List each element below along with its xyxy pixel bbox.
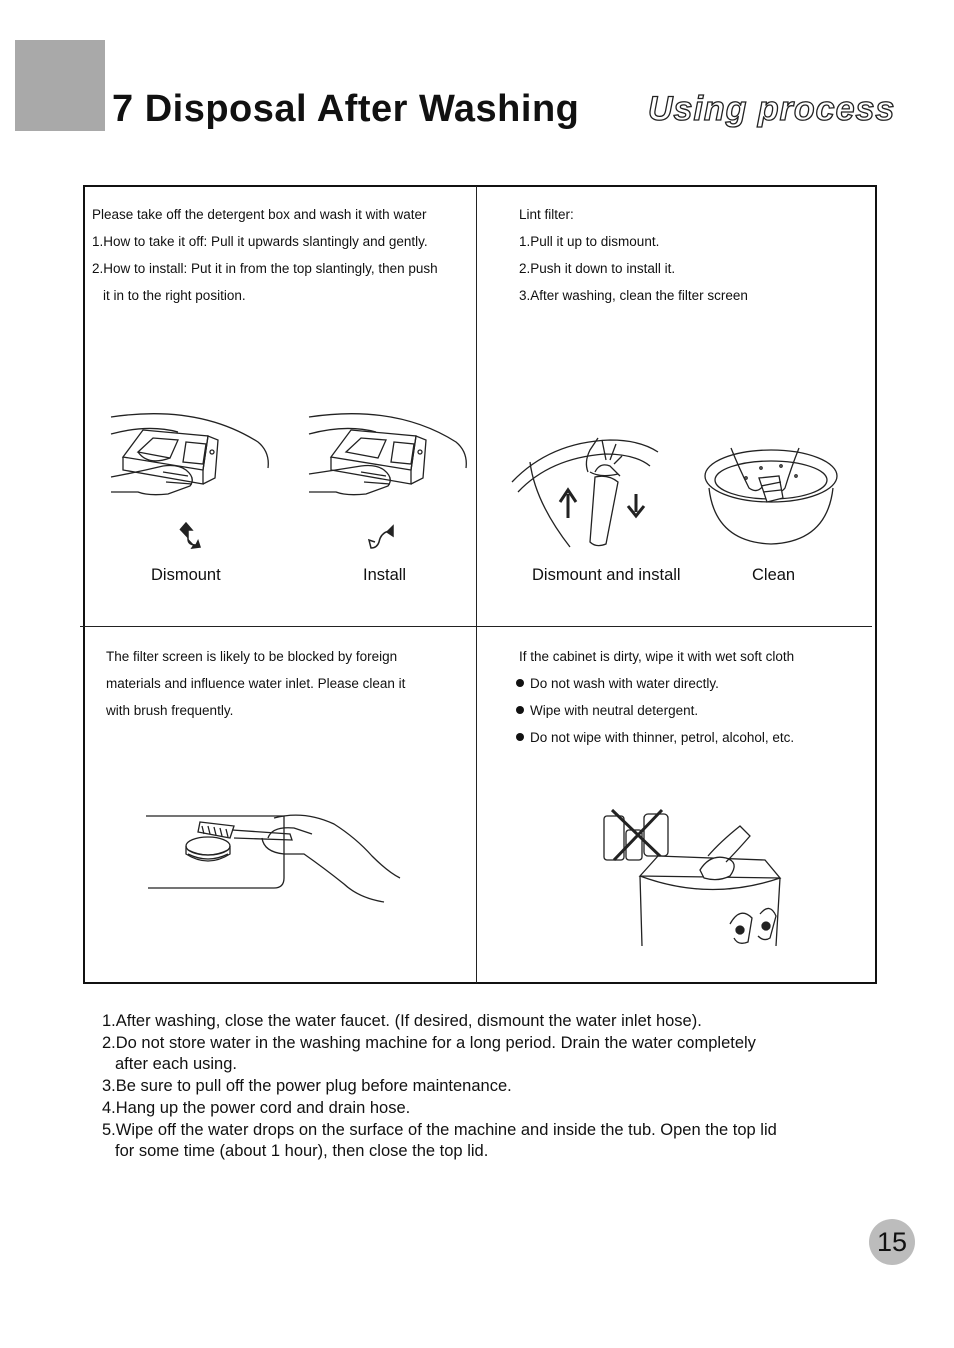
- detergent-line: Please take off the detergent box and wash it with water: [92, 207, 427, 222]
- detergent-panel-text: [92, 201, 438, 309]
- caption-dismount: Dismount: [151, 566, 221, 584]
- cabinet-panel-text: [519, 643, 794, 751]
- note-item: after each using.: [115, 1055, 237, 1074]
- detergent-line: 2.How to install: Put it in from the top slantingly, then push: [92, 261, 438, 276]
- page-title: 7 Disposal After Washing: [112, 88, 580, 130]
- filter-screen-line: materials and influence water inlet. Please clean it: [106, 676, 406, 691]
- install-arrow-icon: [367, 522, 395, 550]
- cabinet-intro: If the cabinet is dirty, wipe it with wet soft cloth: [519, 649, 795, 664]
- filter-screen-line: The filter screen is likely to be blocked by foreign: [106, 649, 398, 664]
- detergent-dismount-illustration: [108, 412, 273, 512]
- lint-filter-panel-text: [519, 201, 748, 309]
- lint-filter-line: Lint filter:: [519, 207, 574, 222]
- lint-filter-line: 2.Push it down to install it.: [519, 261, 676, 276]
- caption-install: Install: [363, 566, 407, 584]
- frame-vertical-divider: [476, 186, 477, 983]
- lint-filter-line: 1.Pull it up to dismount.: [519, 234, 660, 249]
- notes-list: [102, 1011, 777, 1163]
- lint-filter-clean-illustration: [701, 438, 841, 548]
- cabinet-bullet: Do not wipe with thinner, petrol, alcohol, etc.: [516, 724, 794, 751]
- note-item: for some time (about 1 hour), then close the top lid.: [115, 1142, 489, 1161]
- frame-horizontal-divider: [80, 626, 872, 627]
- filter-screen-brush-illustration: [144, 808, 404, 904]
- note-item: 4.Hang up the power cord and drain hose.: [102, 1098, 411, 1117]
- dismount-arrow-icon: [176, 521, 202, 549]
- page-number: 15: [869, 1219, 915, 1265]
- note-item: 1.After washing, close the water faucet. (If desired, dismount the water inlet hose).: [102, 1012, 702, 1030]
- header-gray-block: [15, 40, 105, 131]
- lint-filter-dismount-illustration: [510, 432, 660, 552]
- filter-screen-panel-text: [106, 643, 405, 724]
- detergent-line: 1.How to take it off: Pull it upwards slantingly and gently.: [92, 234, 428, 249]
- note-item: 3.Be sure to pull off the power plug before maintenance.: [102, 1077, 512, 1096]
- cabinet-bullet: Do not wash with water directly.: [516, 670, 794, 697]
- section-subtitle: Using process: [648, 90, 896, 128]
- caption-dismount-and-install: Dismount and install: [532, 566, 681, 584]
- note-item: 5.Wipe off the water drops on the surface of the machine and inside the tub. Open the top lid: [102, 1120, 777, 1139]
- lint-filter-line: 3.After washing, clean the filter screen: [519, 288, 748, 303]
- detergent-install-illustration: [306, 412, 471, 512]
- caption-clean: Clean: [752, 566, 796, 584]
- cabinet-bullet: Wipe with neutral detergent.: [516, 697, 794, 724]
- detergent-line: it in to the right position.: [103, 288, 246, 303]
- note-item: 2.Do not store water in the washing machine for a long period. Drain the water completely: [102, 1033, 756, 1052]
- filter-screen-line: with brush frequently.: [106, 703, 234, 718]
- cabinet-wiping-illustration: [600, 806, 785, 952]
